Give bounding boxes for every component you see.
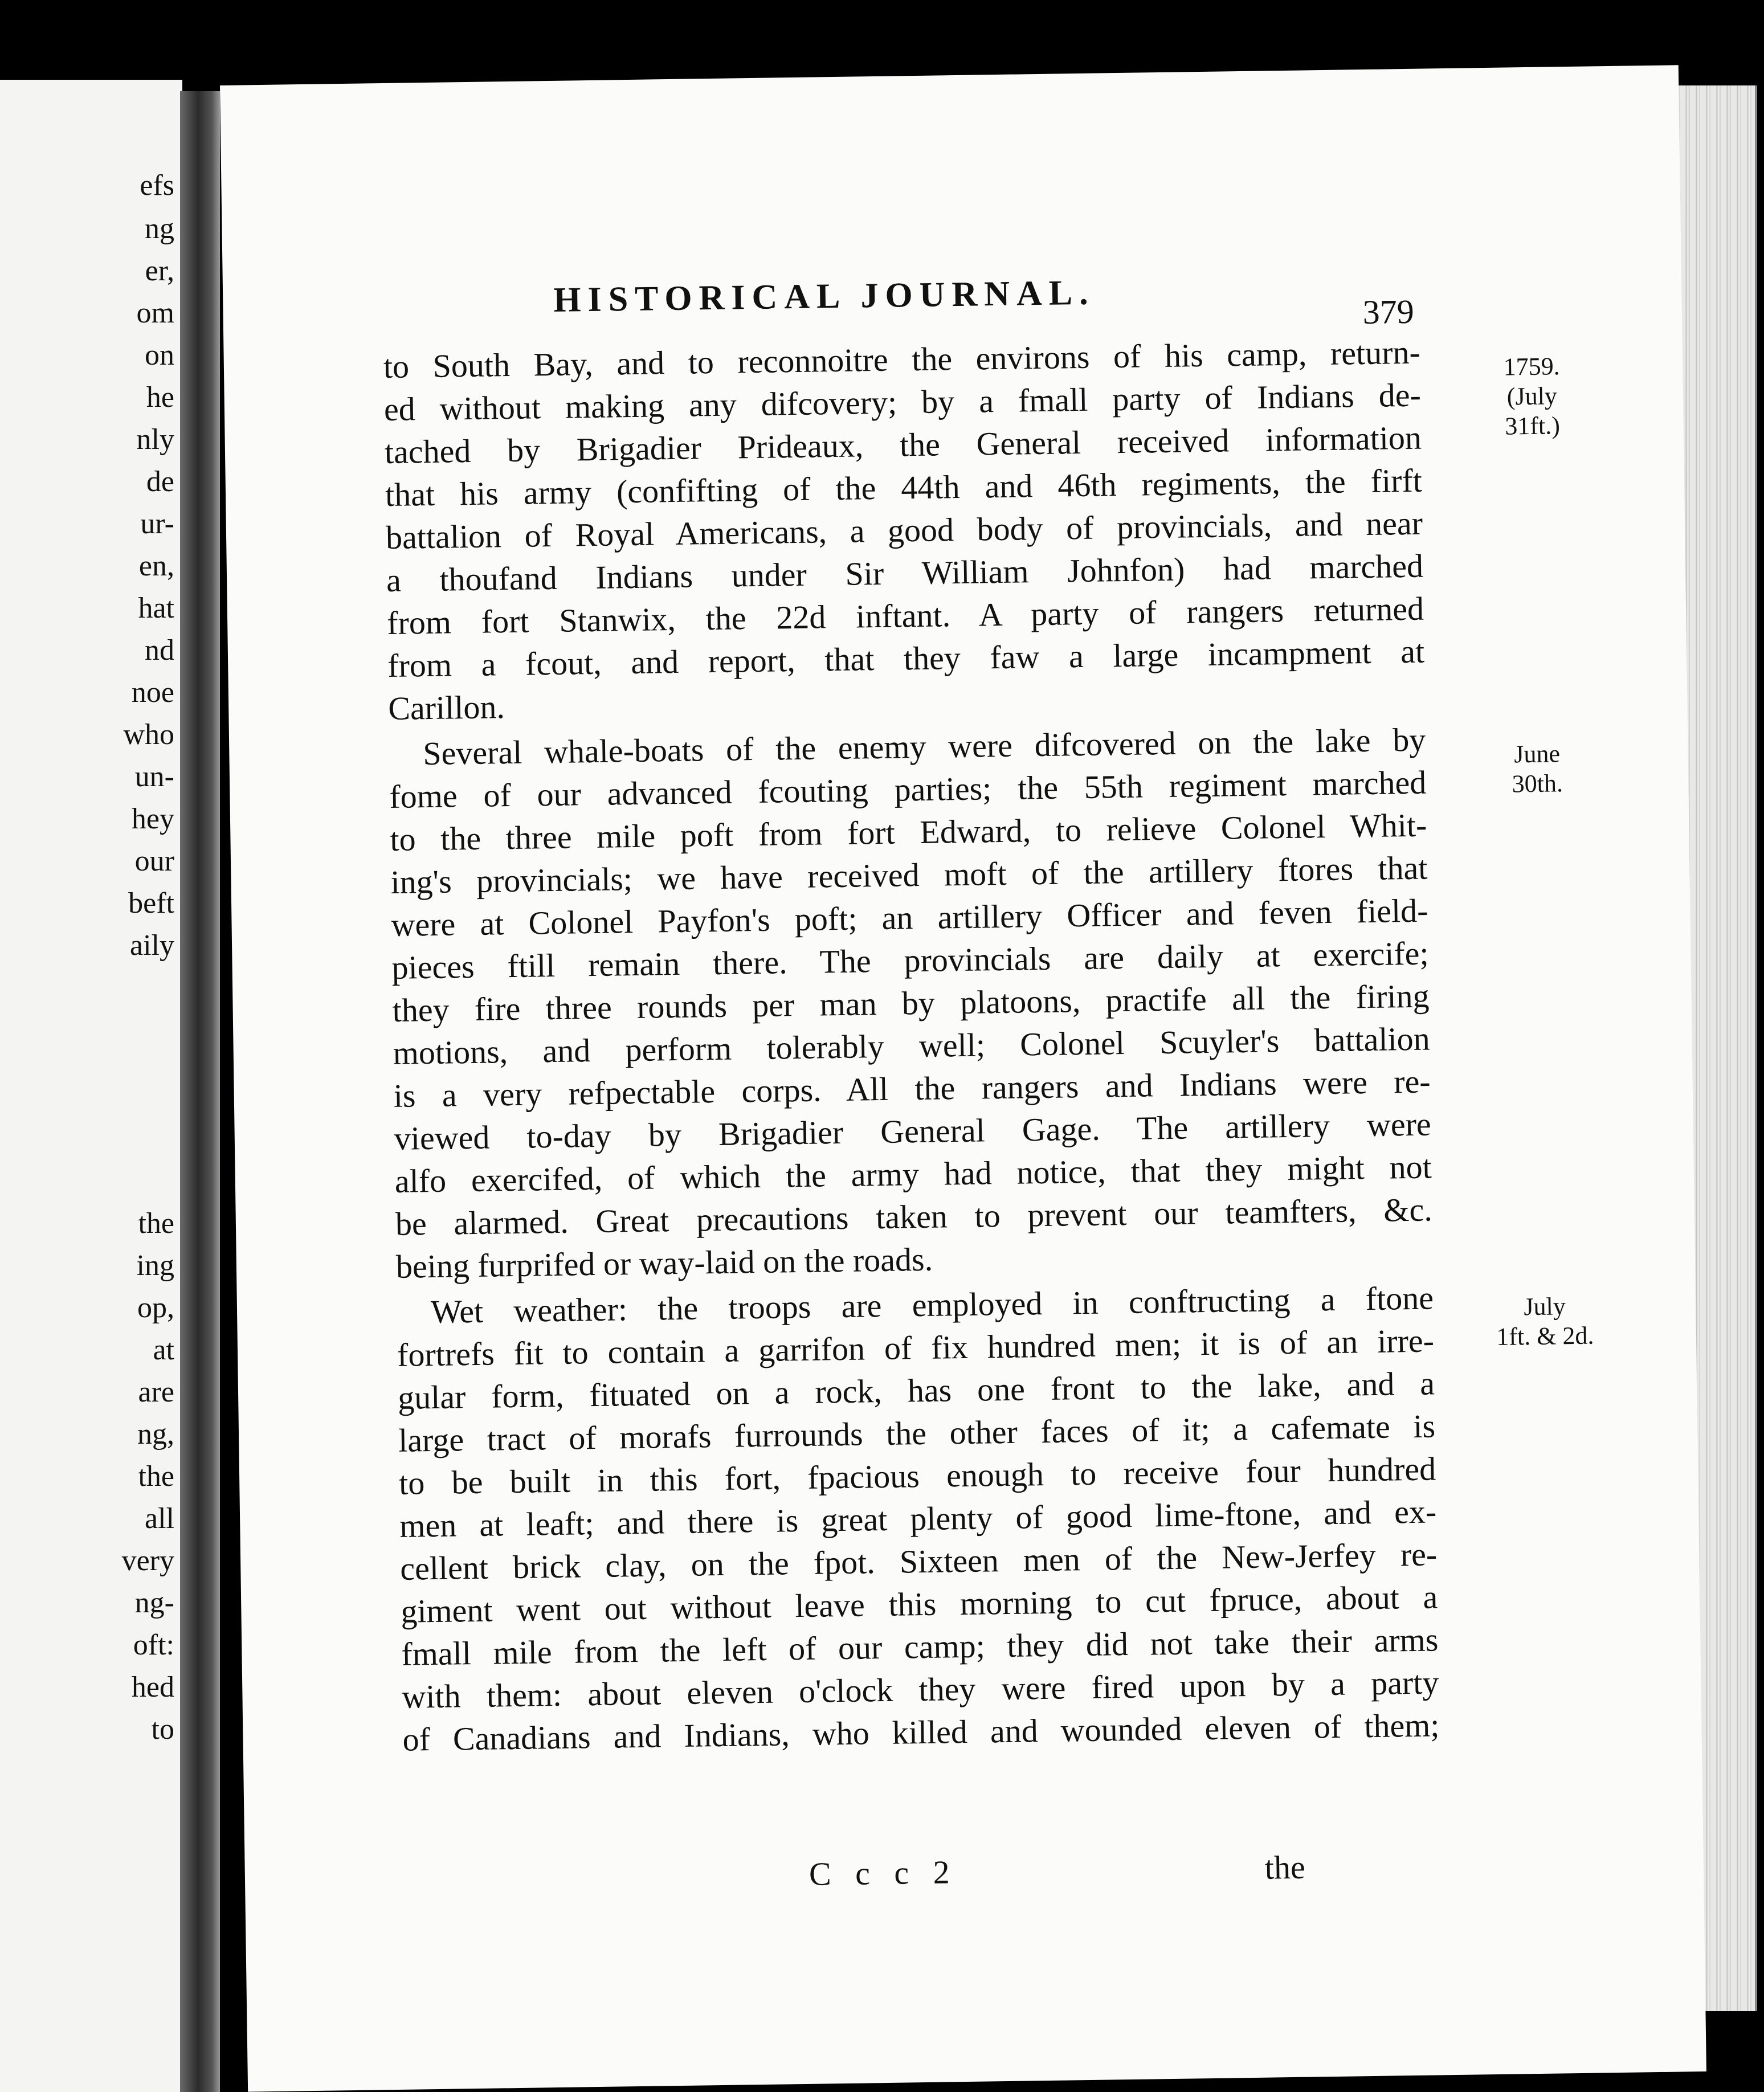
text-line: motions, and perform tolerably well; Colonel Scuyler's battalion: [393, 1020, 1431, 1072]
left-fragment: nd: [145, 634, 174, 667]
text-line: tached by Brigadier Prideaux, the General received information: [384, 419, 1422, 471]
left-fragment: oft:: [133, 1629, 174, 1661]
margin-note-line: (July: [1506, 382, 1558, 411]
left-fragment: the: [138, 1207, 174, 1240]
text-line: is a very refpectable corps. All the rangers and Indians were re-: [393, 1063, 1431, 1114]
left-fragment: aily: [130, 929, 174, 962]
left-fragment: op,: [137, 1292, 174, 1324]
margin-note-line: 31ft.): [1504, 411, 1561, 440]
left-fragment: efs: [140, 169, 174, 202]
left-fragment: nly: [136, 423, 174, 456]
catchword: the: [1264, 1848, 1306, 1886]
left-fragment: hat: [138, 592, 174, 624]
right-page: [220, 65, 1706, 2091]
left-fragment: the: [138, 1460, 174, 1493]
left-fragment: ng-: [134, 1587, 174, 1619]
margin-note-line: 1759.: [1503, 352, 1560, 381]
left-fragment: he: [146, 381, 174, 414]
paragraph: [389, 718, 1433, 1288]
left-fragment: to: [151, 1713, 174, 1746]
text-line: that his army (confifting of the 44th and 46th regiments, the firft: [385, 461, 1423, 514]
left-fragment: hed: [131, 1671, 174, 1703]
text-line: large tract of morafs furrounds the other faces of it; a cafemate is: [398, 1407, 1436, 1459]
running-head: HISTORICAL JOURNAL.: [553, 273, 1096, 320]
left-fragment: very: [121, 1545, 174, 1577]
text-line: Wet weather: the troops are employed in conftructing a ftone: [430, 1279, 1434, 1331]
left-fragment: ing: [136, 1249, 174, 1282]
margin-note-line: July: [1524, 1292, 1566, 1321]
margin-note-line: 30th.: [1512, 769, 1563, 798]
book-gutter: [180, 91, 220, 2092]
text-line: fortrefs fit to contain a garrifon of fix hundred men; it is of an irre-: [397, 1322, 1435, 1374]
left-fragment: noe: [131, 676, 174, 709]
text-line: battalion of Royal Americans, a good body of provincials, and near: [385, 504, 1423, 557]
left-fragment: at: [153, 1334, 174, 1366]
paragraph: [383, 331, 1425, 730]
left-fragment: beft: [128, 887, 174, 920]
text-line: a thoufand Indians under Sir William Johnfon) had marched: [386, 547, 1424, 599]
left-fragment: om: [136, 297, 174, 329]
text-line: to be built in this fort, fpacious enough to receive four hundred: [398, 1450, 1436, 1502]
margin-note-date: [1483, 739, 1591, 800]
text-line: with them: about eleven o'clock they were fired upon by a party: [402, 1664, 1439, 1715]
text-line: fmall mile from the left of our camp; they did not take their arms: [401, 1621, 1439, 1673]
text-line: ing's provincials; we have received moft of the artillery ftores that: [390, 849, 1428, 901]
text-line: from a fcout, and report, that they faw a large incampment at: [387, 632, 1425, 684]
text-line: ed without making any difcovery; by a fmall party of Indians de-: [383, 376, 1422, 428]
margin-note-date: [1491, 1291, 1599, 1352]
text-line: pieces ftill remain there. The provincials are daily at exercife;: [391, 934, 1429, 986]
left-fragment: ng,: [137, 1418, 174, 1450]
text-line: Several whale-boats of the enemy were difcovered on the lake by: [422, 721, 1426, 773]
signature-mark: C c c 2: [808, 1853, 958, 1893]
left-fragment: on: [145, 339, 174, 371]
left-fragment: er,: [145, 255, 174, 287]
left-fragment: who: [123, 718, 174, 751]
left-fragment: are: [138, 1376, 174, 1408]
left-facing-page: [0, 80, 182, 2092]
text-line: cellent brick clay, on the fpot. Sixteen men of the New-Jerfey re-: [399, 1535, 1438, 1587]
left-fragment: un-: [134, 761, 174, 793]
paragraph: [397, 1276, 1440, 1760]
margin-note-line: June: [1513, 739, 1561, 769]
text-line: to South Bay, and to reconnoitre the environs of his camp, return-: [383, 333, 1421, 386]
text-line: men at leaft; and there is great plenty of good lime-ftone, and ex-: [399, 1493, 1437, 1545]
text-line: be alarmed. Great precautions taken to prevent our teamfters, &c.: [395, 1191, 1433, 1243]
text-line: fome of our advanced fcouting parties; the 55th regiment marched: [389, 763, 1427, 815]
text-line: Carillon.: [387, 688, 505, 727]
text-line: alfo exercifed, of which the army had notice, that they might not: [394, 1148, 1432, 1200]
page-number: 379: [1362, 292, 1415, 332]
text-line: they fire three rounds per man by platoons, practife all the firing: [392, 977, 1430, 1029]
margin-note-date: [1477, 352, 1587, 442]
left-fragment: our: [134, 845, 174, 877]
text-line: from fort Stanwix, the 22d inftant. A party of rangers returned: [386, 590, 1424, 642]
text-line: being furprifed or way-laid on the roads.: [395, 1240, 933, 1285]
text-line: to the three mile poft from fort Edward, to relieve Colonel Whit-: [390, 806, 1427, 858]
text-line: viewed to-day by Brigadier General Gage. The artillery were: [394, 1105, 1432, 1157]
left-fragment: de: [146, 465, 174, 498]
margin-note-line: 1ft. & 2d.: [1496, 1321, 1594, 1351]
text-line: of Canadians and Indians, who killed and wounded eleven of them;: [402, 1706, 1440, 1758]
left-fragment: all: [145, 1502, 174, 1535]
left-fragment: ur-: [140, 508, 174, 540]
left-fragment: hey: [131, 803, 174, 835]
text-line: were at Colonel Payfon's poft; an artillery Officer and feven field-: [391, 892, 1428, 943]
text-line: giment went out without leave this morning to cut fpruce, about a: [400, 1578, 1438, 1630]
text-line: gular form, fituated on a rock, has one front to the lake, and a: [397, 1364, 1435, 1416]
left-fragment: ng: [145, 213, 174, 245]
left-fragment: en,: [138, 550, 174, 582]
